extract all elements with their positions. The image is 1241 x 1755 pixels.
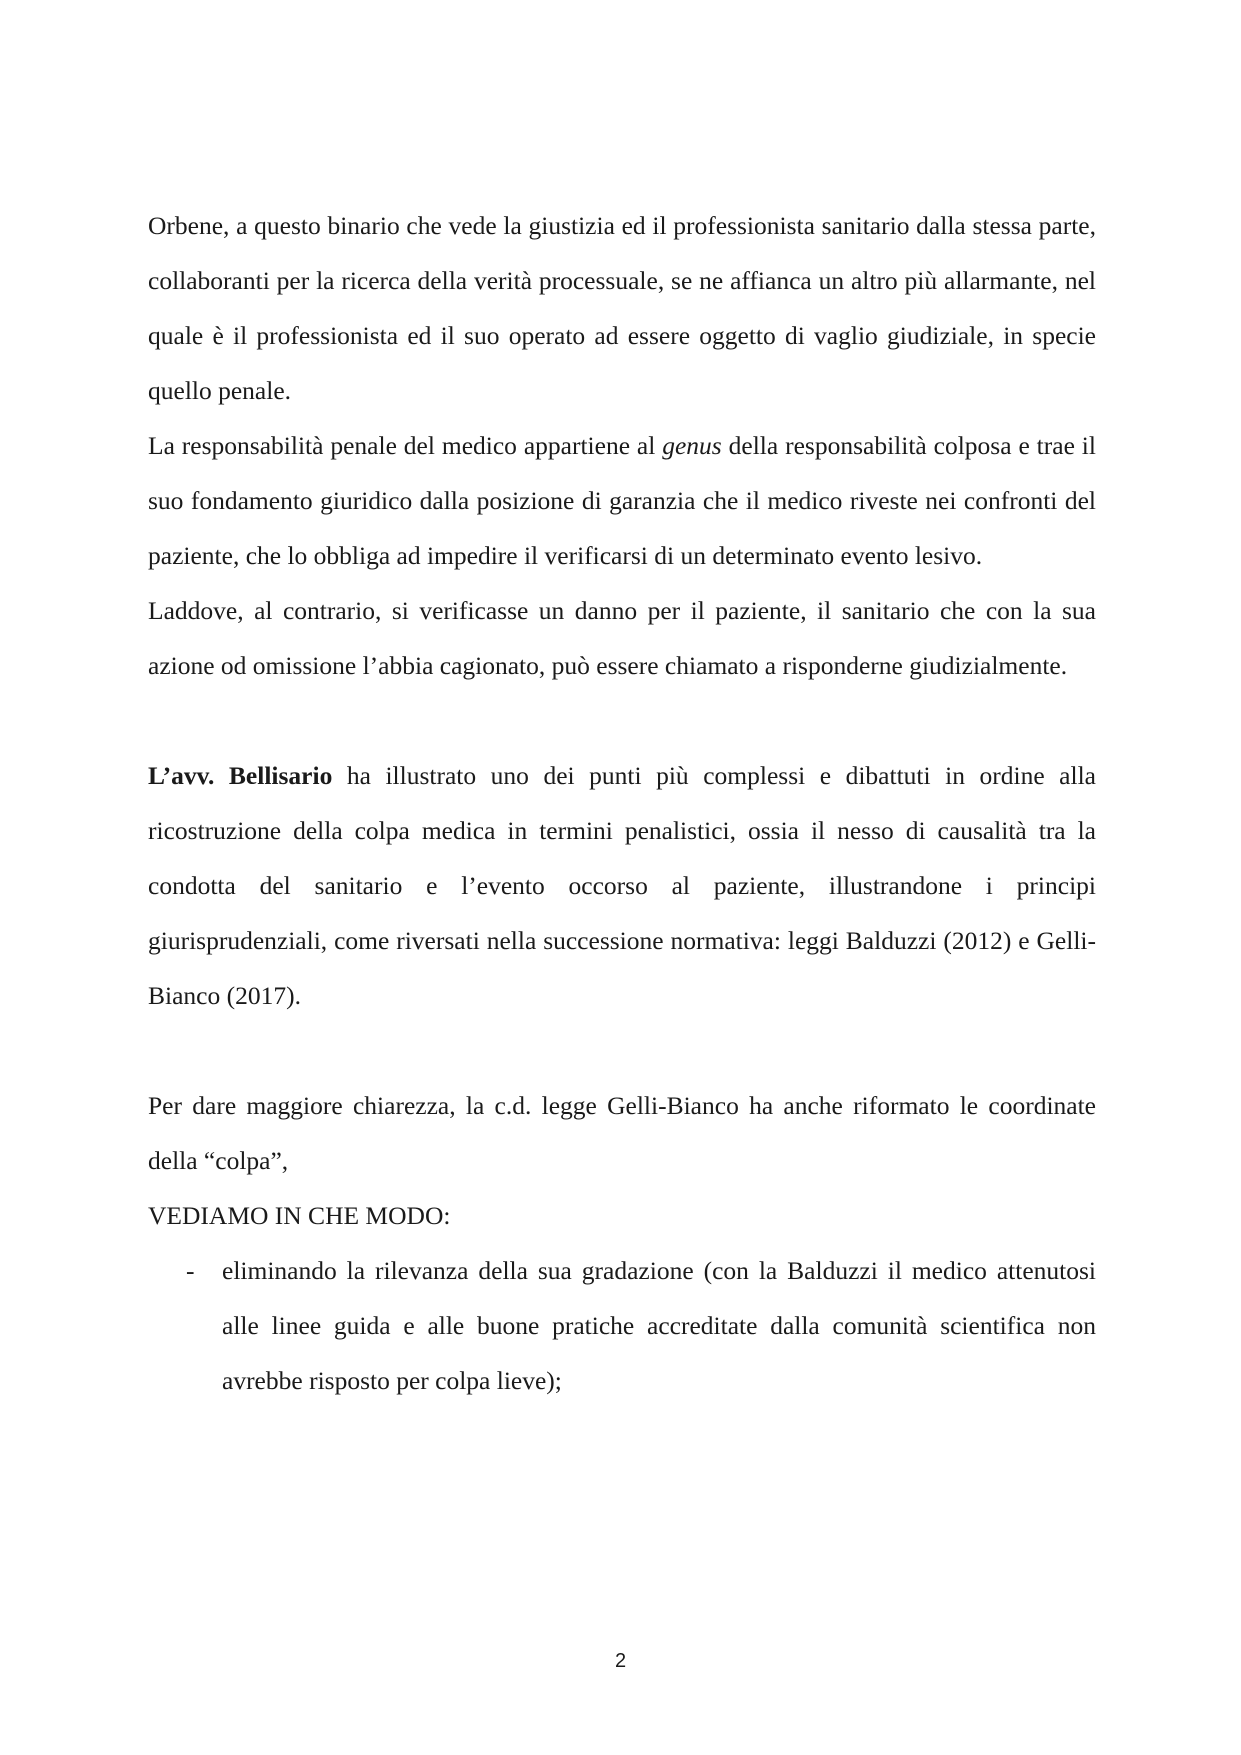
paragraph-gap (148, 1023, 1096, 1078)
genus-term: genus (662, 431, 722, 460)
page-number: 2 (614, 1650, 627, 1672)
paragraph-penal-responsibility-start: La responsabilità penale del medico appartiene al (148, 431, 663, 460)
reform-list (148, 1243, 1096, 1408)
paragraph-intro: Orbene, a questo binario che vede la giustizia ed il professionista sanitario dalla stessa parte, collaboranti per la ricerca della verità processuale, se ne affianca un altro più allarmante, nel quale è il professionista ed il suo operato ad essere oggetto di vaglio giudiziale, in specie quello penale. (148, 211, 1096, 405)
paragraph-damage: Laddove, al contrario, si verificasse un danno per il paziente, il sanitario che con la sua azione od omissione l’abbia cagionato, può essere chiamato a risponderne giudizialmente. (148, 596, 1096, 680)
list-item (148, 1243, 1096, 1408)
paragraph-bellisario (148, 748, 1096, 1023)
document-body (148, 198, 1096, 1408)
speaker-name: L’avv. Bellisario (148, 761, 333, 790)
paragraph-bellisario-text: ha illustrato uno dei punti più complessi e dibattuti in ordine alla ricostruzione della colpa medica in termini penalistici, ossia il nesso di causalità tra la condotta del sanitario e l’evento occorso al paziente, illustrandone i principi giurisprudenziali, come riversati nella successione normativa: leggi Balduzzi (2012) e Gelli-Bianco (2017). (148, 761, 1096, 1010)
paragraph-penal-responsibility (148, 418, 1096, 583)
section-heading: VEDIAMO IN CHE MODO: (148, 1201, 451, 1230)
paragraph-gap (148, 693, 1096, 748)
list-item-text: eliminando la rilevanza della sua gradazione (con la Balduzzi il medico attenutosi alle linee guida e alle buone pratiche accreditate dalla comunità scientifica non avrebbe risposto per colpa lieve); (222, 1256, 1096, 1395)
list-dash-marker: - (186, 1256, 195, 1285)
paragraph-gelli-bianco: Per dare maggiore chiarezza, la c.d. legge Gelli-Bianco ha anche riformato le coordinate della “colpa”, (148, 1091, 1096, 1175)
paragraph-penal-responsibility-end: della responsabilità colposa e trae il suo fondamento giuridico dalla posizione di garanzia che il medico riveste nei confronti del paziente, che lo obbliga ad impedire il verificarsi di un determinato evento lesivo. (148, 431, 1096, 570)
